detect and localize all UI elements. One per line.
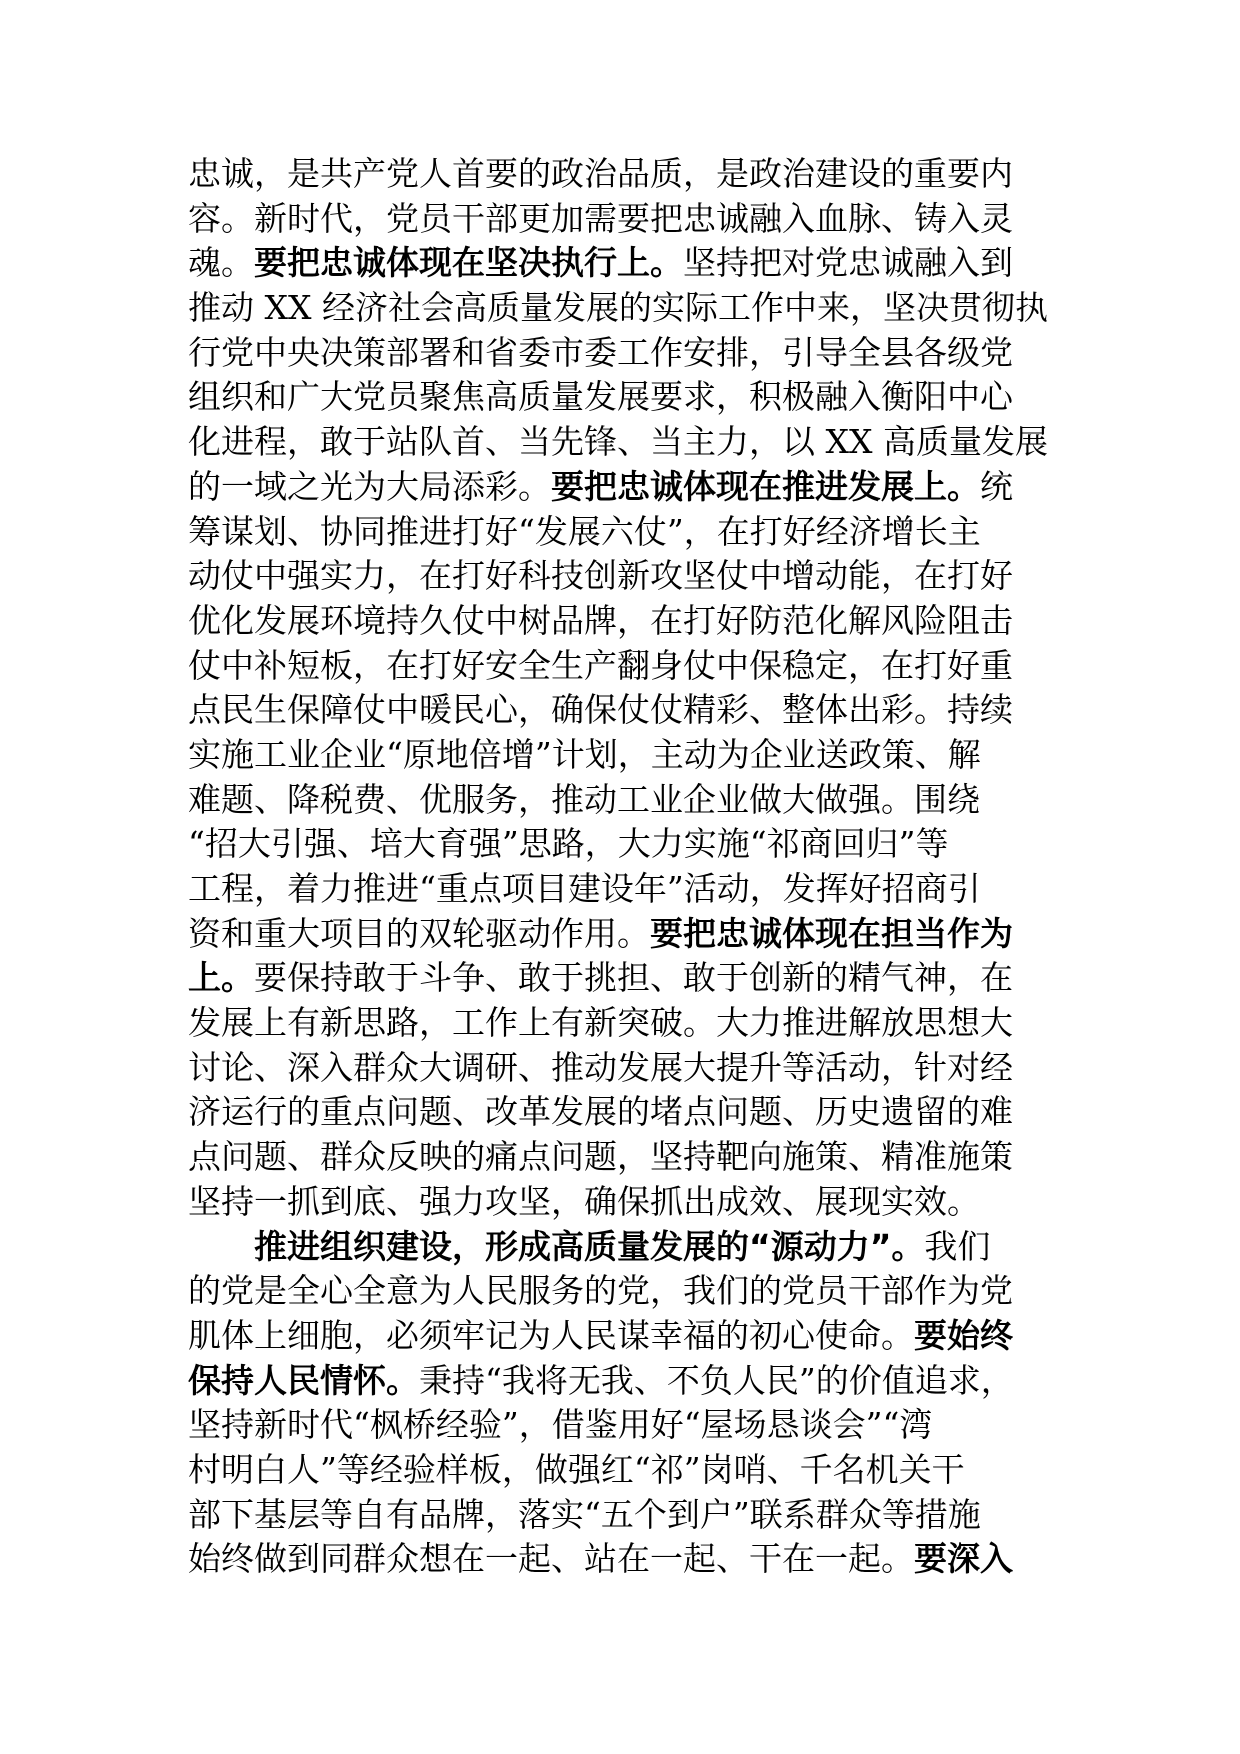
body-text-run: 点问题、群众反映的痛点问题，坚持靶向施策、精准施策 [188, 1137, 1013, 1177]
text-line [188, 1090, 1060, 1135]
text-line [188, 152, 1060, 197]
body-text [188, 152, 1060, 1582]
body-text-run: 部下基层等自有品牌，落实“五个到户”联系群众等措施 [188, 1494, 981, 1534]
body-text-run: 点民生保障仗中暖民心，确保仗仗精彩、整体出彩。持续 [188, 690, 1013, 730]
bold-heading-text: 要把忠诚体现在坚决执行上。 [254, 243, 683, 283]
text-line [188, 599, 1060, 644]
body-text-run: 筹谋划、协同推进打好“发展六仗”，在打好经济增长主 [188, 511, 981, 551]
body-text-run: 难题、降税费、优服务，推动工业企业做大做强。围绕 [188, 779, 980, 819]
text-line [188, 867, 1060, 912]
text-line [188, 331, 1060, 376]
body-text-run: 坚持把对党忠诚融入到 [683, 243, 1013, 283]
text-line [188, 1493, 1060, 1538]
body-text-run: “招大引强、培大育强”思路，大力实施“祁商回归”等 [188, 824, 949, 864]
text-line [188, 644, 1060, 689]
body-text-run: 实施工业企业“原地倍增”计划，主动为企业送政策、解 [188, 734, 981, 774]
body-text-run: 的一域之光为大局添彩。 [188, 466, 551, 506]
body-text-run: 统 [980, 466, 1013, 506]
body-text-run: 优化发展环境持久仗中树品牌，在打好防范化解风险阻击 [188, 600, 1013, 640]
text-line [188, 1314, 1060, 1359]
text-line [188, 241, 1060, 286]
text-line [188, 688, 1060, 733]
bold-heading-text: 要把忠诚体现在推进发展上。 [551, 466, 980, 506]
text-line [188, 1403, 1060, 1448]
body-text-run: 秉持“我将无我、不负人民”的价值追求， [419, 1360, 1014, 1400]
text-line [188, 420, 1060, 465]
body-text-run: 坚持新时代“枫桥经验”，借鉴用好“屋场恳谈会”“湾 [188, 1405, 933, 1445]
body-text-run: 肌体上细胞，必须牢记为人民谋幸福的初心使命。 [188, 1315, 914, 1355]
text-line [188, 1269, 1060, 1314]
body-text-run: 仗中补短板，在打好安全生产翻身仗中保稳定，在打好重 [188, 645, 1013, 685]
body-text-run: 要保持敢于斗争、敢于挑担、敢于创新的精气神，在 [254, 958, 1013, 998]
bold-heading-text: 要始终 [914, 1315, 1013, 1355]
text-line [188, 778, 1060, 823]
body-text-run: 发展上有新思路，工作上有新突破。大力推进解放思想大 [188, 1003, 1013, 1043]
bold-heading-text: 推进组织建设，形成高质量发展的“源动力”。 [254, 1226, 925, 1266]
text-line [188, 1001, 1060, 1046]
body-text-run: 村明白人”等经验样板，做强红“祁”岗哨、千名机关干 [188, 1449, 965, 1489]
text-line [188, 554, 1060, 599]
body-text-run: 容。新时代，党员干部更加需要把忠诚融入血脉、铸入灵 [188, 198, 1013, 238]
text-line [188, 1537, 1060, 1582]
text-line [188, 956, 1060, 1001]
text-line [188, 197, 1060, 242]
text-line [188, 286, 1060, 331]
body-text-run: 资和重大项目的双轮驱动作用。 [188, 913, 650, 953]
bold-heading-text: 保持人民情怀。 [188, 1360, 419, 1400]
body-text-run: 坚持一抓到底、强力攻坚，确保抓出成效、展现实效。 [188, 1181, 980, 1221]
body-text-run: 组织和广大党员聚焦高质量发展要求，积极融入衡阳中心 [188, 377, 1013, 417]
text-line [188, 1359, 1060, 1404]
body-text-run: 始终做到同群众想在一起、站在一起、干在一起。 [188, 1539, 914, 1579]
text-line [188, 822, 1060, 867]
text-line [188, 375, 1060, 420]
bold-heading-text: 要把忠诚体现在担当作为 [650, 913, 1013, 953]
body-text-run: 我们 [924, 1226, 991, 1266]
body-text-run: 济运行的重点问题、改革发展的堵点问题、历史遗留的难 [188, 1092, 1013, 1132]
text-line [188, 1448, 1060, 1493]
text-line [188, 1180, 1060, 1225]
text-line [188, 1225, 1060, 1270]
body-text-run: 化进程，敢于站队首、当先锋、当主力，以 XX 高质量发展 [188, 422, 1048, 462]
text-line [188, 465, 1060, 510]
text-line [188, 1046, 1060, 1091]
text-line [188, 912, 1060, 957]
body-text-run: 推动 XX 经济社会高质量发展的实际工作中来，坚决贯彻执 [188, 288, 1048, 328]
text-line [188, 1135, 1060, 1180]
body-text-run: 的党是全心全意为人民服务的党，我们的党员干部作为党 [188, 1271, 1013, 1311]
bold-heading-text: 要深入 [914, 1539, 1013, 1579]
body-text-run: 行党中央决策部署和省委市委工作安排，引导全县各级党 [188, 332, 1013, 372]
text-line [188, 510, 1060, 555]
body-text-run: 魂。 [188, 243, 254, 283]
bold-heading-text: 上。 [188, 958, 254, 998]
body-text-run: 讨论、深入群众大调研、推动发展大提升等活动，针对经 [188, 1047, 1013, 1087]
text-line [188, 733, 1060, 778]
body-text-run: 工程，着力推进“重点项目建设年”活动，发挥好招商引 [188, 869, 981, 908]
body-text-run: 忠诚，是共产党人首要的政治品质，是政治建设的重要内 [188, 154, 1013, 193]
body-text-run: 动仗中强实力，在打好科技创新攻坚仗中增动能，在打好 [188, 556, 1013, 596]
